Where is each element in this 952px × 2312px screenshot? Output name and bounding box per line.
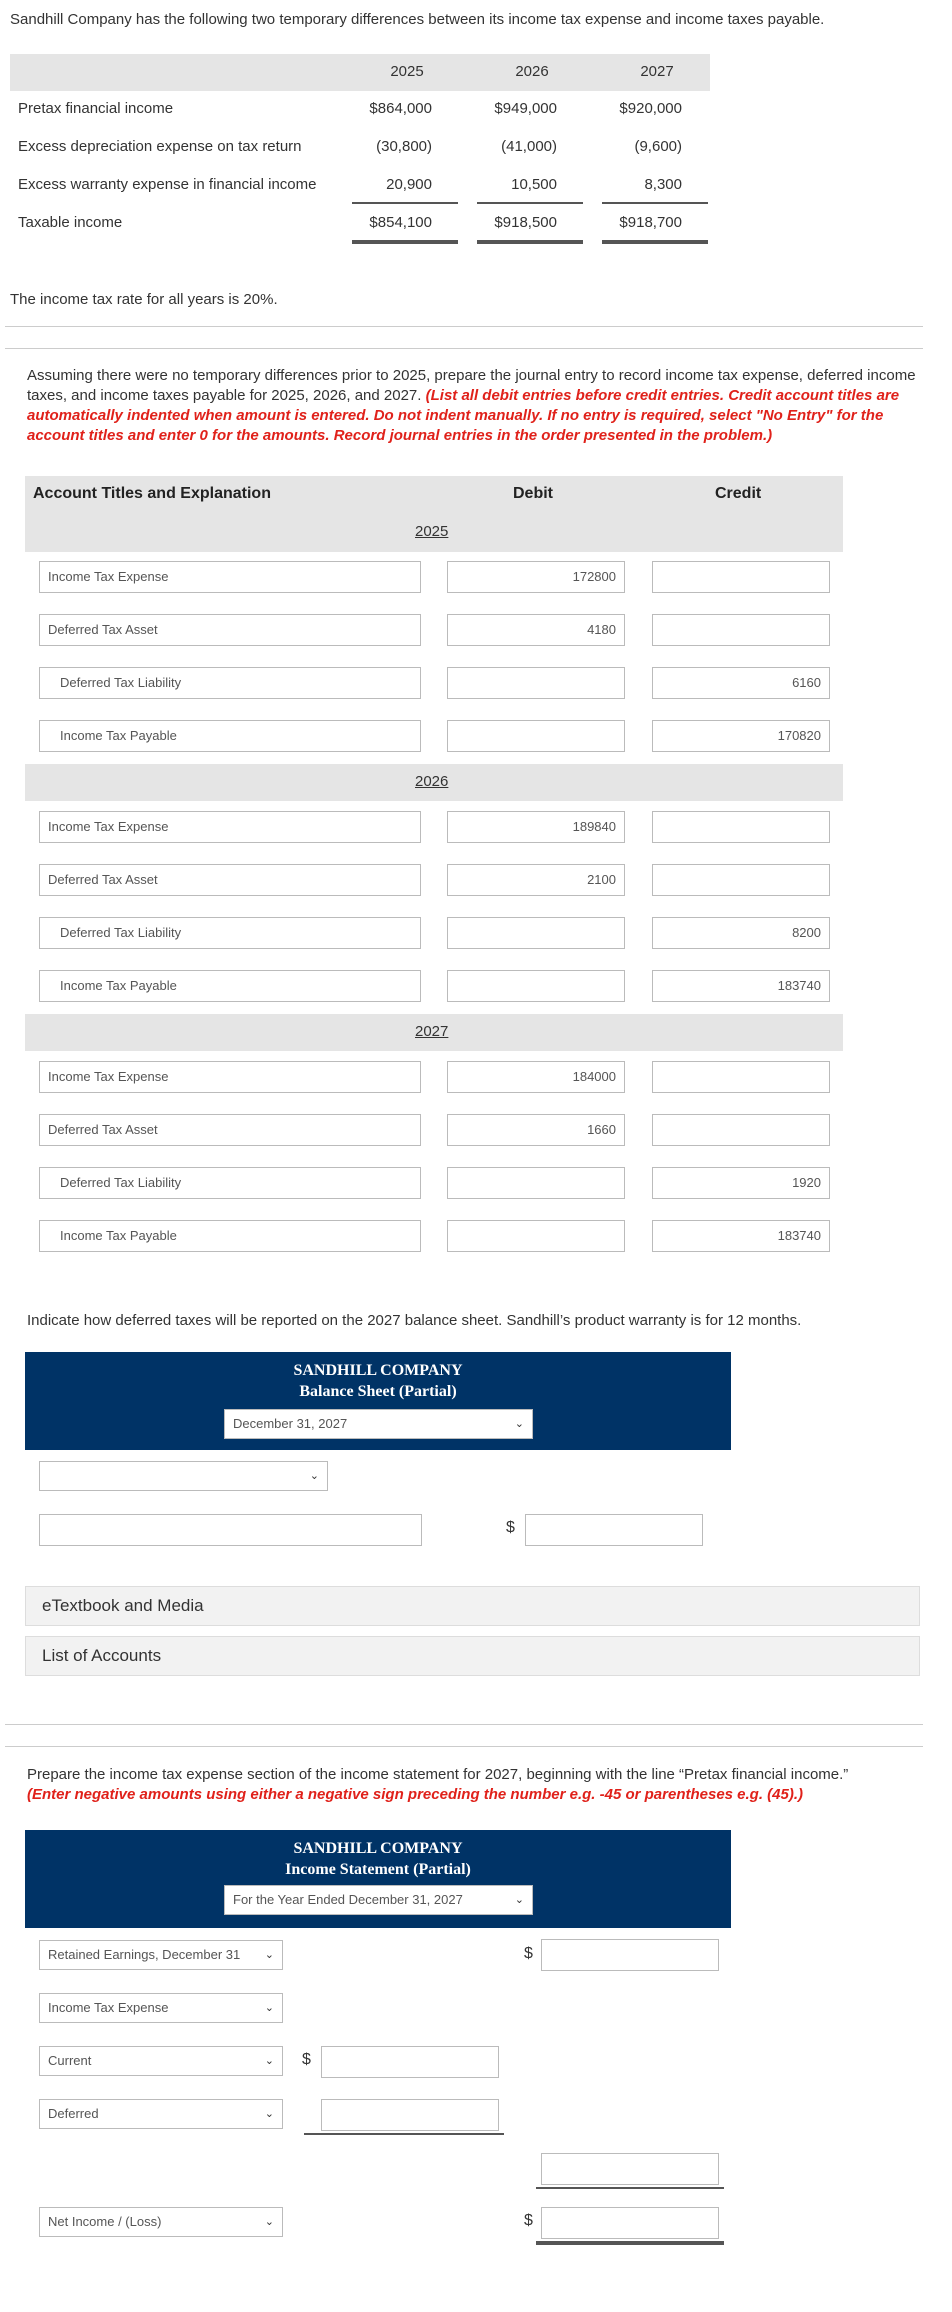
year-header: 2027: [640, 63, 674, 80]
credit-input[interactable]: 8200: [652, 917, 830, 949]
cell-value: $864,000: [369, 100, 432, 117]
period-select-value: For the Year Ended December 31, 2027: [233, 1892, 463, 1907]
debit-input[interactable]: 189840: [447, 811, 625, 843]
debit-input[interactable]: 1660: [447, 1114, 625, 1146]
cell-value: $854,100: [369, 214, 432, 231]
year-header: 2025: [390, 63, 424, 80]
account-select[interactable]: Deferred Tax Asset: [39, 1114, 421, 1146]
dollar-sign: $: [506, 1519, 515, 1536]
chevron-down-icon: ⌄: [309, 1470, 319, 1482]
part3-question: [27, 1765, 919, 1805]
problem-intro: Sandhill Company has the following two temporary differences between its income tax expense and income taxes payable.: [10, 11, 825, 28]
cell-value: $918,500: [494, 214, 557, 231]
dollar-sign: $: [524, 1945, 533, 1962]
credit-input[interactable]: 170820: [652, 720, 830, 752]
chevron-down-icon: ⌄: [514, 1894, 524, 1906]
credit-input[interactable]: [652, 561, 830, 593]
tax-rate-text: The income tax rate for all years is 20%.: [10, 291, 278, 308]
credit-input[interactable]: 1920: [652, 1167, 830, 1199]
chevron-down-icon: ⌄: [264, 2216, 274, 2228]
cell-value: 8,300: [644, 176, 682, 193]
credit-input[interactable]: [652, 1061, 830, 1093]
debit-column-header: Debit: [513, 485, 553, 502]
account-select[interactable]: Deferred Tax Liability: [39, 917, 421, 949]
account-select[interactable]: Income Tax Expense: [39, 811, 421, 843]
credit-input[interactable]: [652, 811, 830, 843]
account-select[interactable]: Income Tax Payable: [39, 1220, 421, 1252]
account-select[interactable]: Income Tax Expense: [39, 561, 421, 593]
amount-input[interactable]: [541, 2207, 719, 2239]
date-select[interactable]: [224, 1409, 533, 1439]
underline: [602, 202, 708, 204]
debit-input[interactable]: 172800: [447, 561, 625, 593]
debit-input[interactable]: 2100: [447, 864, 625, 896]
question-text: Assuming there were no temporary differences prior to 2025, prepare the journal entry to record income tax expense, deferred income taxes, and income taxes payable for 2025, 2026, and 2027.: [27, 367, 916, 404]
row-label: Pretax financial income: [18, 100, 174, 117]
cell-value: $918,700: [619, 214, 682, 231]
instructions-text: (Enter negative amounts using either a negative sign preceding the number e.g. -45 or parentheses e.g. (45).): [27, 1786, 804, 1803]
line-item-value: Income Tax Expense: [48, 2000, 169, 2015]
etextbook-link[interactable]: eTextbook and Media: [25, 1586, 920, 1626]
debit-input[interactable]: [447, 720, 625, 752]
account-select[interactable]: Income Tax Payable: [39, 720, 421, 752]
dollar-sign: $: [524, 2212, 533, 2229]
question-text: Prepare the income tax expense section of the income statement for 2027, beginning with the line “Pretax financial income.”: [27, 1766, 849, 1783]
credit-input[interactable]: [652, 1114, 830, 1146]
cell-value: (30,800): [376, 138, 432, 155]
cell-value: $949,000: [494, 100, 557, 117]
line-item-value: Current: [48, 2053, 92, 2068]
amount-input[interactable]: [321, 2099, 499, 2131]
chevron-down-icon: ⌄: [264, 2108, 274, 2120]
account-title-input[interactable]: [39, 1514, 422, 1546]
account-select[interactable]: Deferred Tax Liability: [39, 667, 421, 699]
account-select[interactable]: Deferred Tax Liability: [39, 1167, 421, 1199]
account-select[interactable]: Income Tax Expense: [39, 1061, 421, 1093]
line-item-select[interactable]: [39, 2046, 283, 2076]
line-item-value: Net Income / (Loss): [48, 2214, 162, 2229]
amount-input[interactable]: [525, 1514, 703, 1546]
period-select[interactable]: [224, 1885, 533, 1915]
amount-input[interactable]: [541, 2153, 719, 2185]
year-label-2025: 2025: [415, 523, 449, 540]
statement-title: Income Statement (Partial): [285, 1861, 471, 1878]
line-item-select[interactable]: [39, 1993, 283, 2023]
row-label: Excess depreciation expense on tax return: [18, 138, 302, 155]
line-item-value: Deferred: [48, 2106, 99, 2121]
credit-input[interactable]: 6160: [652, 667, 830, 699]
underline: [352, 202, 458, 204]
underline: [304, 2133, 504, 2135]
amount-input[interactable]: [541, 1939, 719, 1971]
credit-column-header: Credit: [715, 485, 762, 502]
account-column-header: Account Titles and Explanation: [33, 485, 271, 502]
debit-input[interactable]: [447, 917, 625, 949]
amount-input[interactable]: [321, 2046, 499, 2078]
account-select[interactable]: Deferred Tax Asset: [39, 864, 421, 896]
part1-question: [27, 366, 919, 446]
debit-input[interactable]: [447, 970, 625, 1002]
cell-value: (9,600): [634, 138, 682, 155]
divider: [5, 1746, 923, 1747]
year-label-2027: 2027: [415, 1023, 449, 1040]
line-item-select[interactable]: [39, 1940, 283, 1970]
debit-input[interactable]: [447, 1220, 625, 1252]
divider: [5, 326, 923, 327]
divider: [5, 348, 923, 349]
debit-input[interactable]: [447, 1167, 625, 1199]
divider: [5, 1724, 923, 1725]
double-underline: [352, 240, 458, 244]
chevron-down-icon: ⌄: [264, 1949, 274, 1961]
account-select[interactable]: Deferred Tax Asset: [39, 614, 421, 646]
date-select-value: December 31, 2027: [233, 1416, 348, 1431]
debit-input[interactable]: [447, 667, 625, 699]
debit-input[interactable]: 4180: [447, 614, 625, 646]
cell-value: 20,900: [386, 176, 432, 193]
double-underline: [602, 240, 708, 244]
year-label-2026: 2026: [415, 773, 449, 790]
cell-value: 10,500: [511, 176, 557, 193]
statement-title: Balance Sheet (Partial): [299, 1383, 457, 1400]
row-label: Taxable income: [18, 214, 123, 231]
chevron-down-icon: ⌄: [264, 2002, 274, 2014]
line-item-value: Retained Earnings, December 31: [48, 1947, 241, 1962]
underline: [477, 202, 583, 204]
debit-input[interactable]: 184000: [447, 1061, 625, 1093]
line-item-select[interactable]: [39, 2099, 283, 2129]
company-name: SANDHILL COMPANY: [293, 1362, 463, 1379]
double-underline: [477, 240, 583, 244]
classification-select[interactable]: [39, 1461, 328, 1491]
dollar-sign: $: [302, 2051, 311, 2068]
instructions-text: (List all debit entries before credit entries. Credit account titles are automatically indented when amount is entered. Do not indent manually. If no entry is required, select "No Entry" for the account titles and enter 0 for the amounts. Record journal entries in the order presented in the problem.): [27, 387, 900, 444]
part2-question: Indicate how deferred taxes will be reported on the 2027 balance sheet. Sandhill’s product warranty is for 12 months.: [27, 1312, 802, 1329]
credit-input[interactable]: 183740: [652, 970, 830, 1002]
double-underline: [536, 2241, 724, 2245]
row-label: Excess warranty expense in financial income: [18, 176, 317, 193]
credit-input[interactable]: 183740: [652, 1220, 830, 1252]
line-item-select[interactable]: [39, 2207, 283, 2237]
company-name: SANDHILL COMPANY: [293, 1840, 463, 1857]
chevron-down-icon: ⌄: [514, 1418, 524, 1430]
chevron-down-icon: ⌄: [264, 2055, 274, 2067]
cell-value: (41,000): [501, 138, 557, 155]
credit-input[interactable]: [652, 614, 830, 646]
year-header: 2026: [515, 63, 549, 80]
account-select[interactable]: Income Tax Payable: [39, 970, 421, 1002]
cell-value: $920,000: [619, 100, 682, 117]
list-of-accounts-link[interactable]: List of Accounts: [25, 1636, 920, 1676]
credit-input[interactable]: [652, 864, 830, 896]
underline: [536, 2187, 724, 2189]
